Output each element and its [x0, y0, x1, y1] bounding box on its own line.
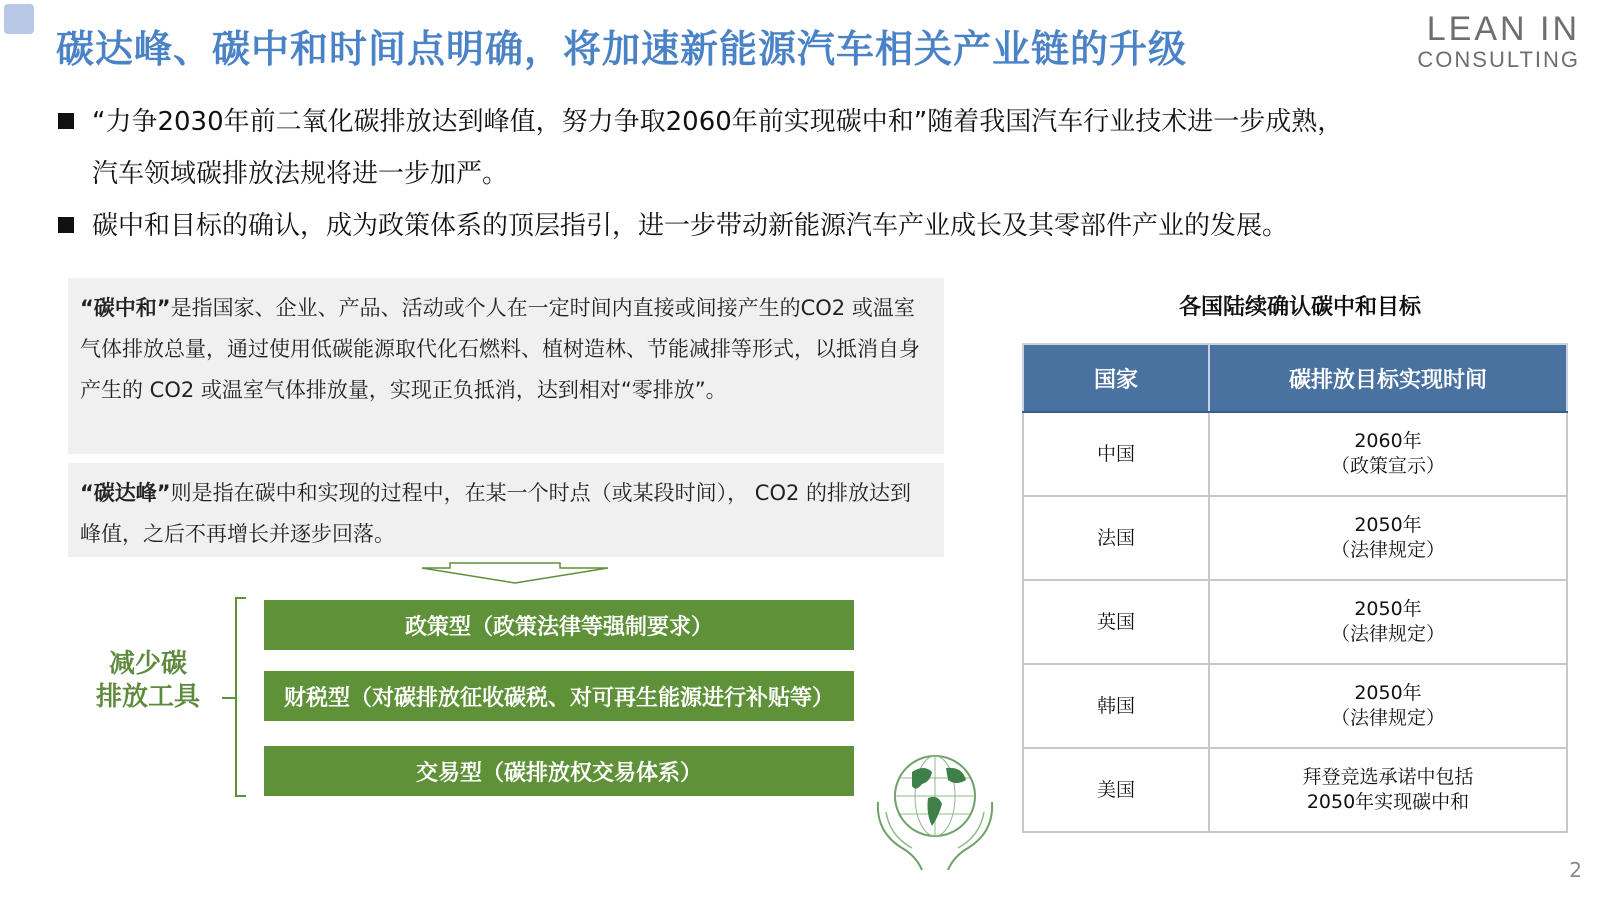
target-cell	[1209, 748, 1567, 832]
table-row	[1023, 664, 1567, 748]
tool-fiscal: 财税型（对碳排放征收碳税、对可再生能源进行补贴等）	[264, 671, 854, 721]
table-header-row	[1023, 344, 1567, 412]
target-line2: （政策宣示）	[1330, 455, 1445, 477]
country-cell: 英国	[1023, 580, 1209, 664]
header-country: 国家	[1023, 344, 1209, 412]
country-cell: 美国	[1023, 748, 1209, 832]
target-line1: 2050年	[1354, 682, 1422, 704]
definition-term: “碳中和”	[80, 296, 171, 320]
table-row	[1023, 580, 1567, 664]
tools-label-line1: 减少碳	[108, 649, 187, 679]
bullet-text: “力争2030年前二氧化碳排放达到峰值，努力争取2060年前实现碳中和”随着我国汽车行业技术进一步成熟，	[92, 107, 1344, 137]
logo-line2: CONSULTING	[1417, 47, 1580, 72]
table-row	[1023, 496, 1567, 580]
header-target-time: 碳排放目标实现时间	[1209, 344, 1567, 412]
bullet-square-icon	[58, 113, 74, 129]
definition-text: 是指国家、企业、产品、活动或个人在一定时间内直接或间接产生的CO2 或温室气体排放总量，通过使用低碳能源取代化石燃料、植树造林、节能减排等形式，以抵消自身产生的 CO2 或温室气体排放量，实现正负抵消，达到相对“零排放”。	[80, 296, 920, 402]
bullet-item	[56, 200, 1556, 252]
target-cell	[1209, 412, 1567, 496]
company-logo	[1417, 10, 1580, 72]
target-line2: 2050年实现碳中和	[1306, 791, 1470, 813]
bullet-list	[56, 96, 1556, 252]
country-cell: 韩国	[1023, 664, 1209, 748]
target-line1: 拜登竞选承诺中包括	[1302, 766, 1474, 788]
target-line2: （法律规定）	[1330, 539, 1445, 561]
table-row	[1023, 412, 1567, 496]
bullet-text-cont: 汽车领域碳排放法规将进一步加严。	[92, 159, 509, 189]
definition-text: 则是指在碳中和实现的过程中，在某一个时点（或某段时间）， CO2 的排放达到峰值，之后不再增长并逐步回落。	[80, 481, 912, 546]
page-title: 碳达峰、碳中和时间点明确，将加速新能源汽车相关产业链的升级	[56, 27, 1188, 71]
target-cell	[1209, 496, 1567, 580]
globe-in-hands-icon	[872, 752, 998, 872]
carbon-goal-table	[1022, 343, 1568, 833]
tools-label-line2: 排放工具	[95, 682, 200, 712]
tool-trading: 交易型（碳排放权交易体系）	[264, 746, 854, 796]
target-line2: （法律规定）	[1330, 707, 1445, 729]
country-cell: 中国	[1023, 412, 1209, 496]
bullet-square-icon	[58, 217, 74, 233]
target-line1: 2050年	[1354, 514, 1422, 536]
bullet-text: 碳中和目标的确认，成为政策体系的顶层指引，进一步带动新能源汽车产业成长及其零部件产业的发展。	[92, 211, 1289, 241]
target-line1: 2060年	[1354, 430, 1422, 452]
page-number: 2	[1569, 858, 1582, 882]
carbon-neutral-definition	[68, 278, 944, 454]
corner-accent	[4, 4, 34, 34]
bullet-item	[56, 96, 1556, 200]
target-cell	[1209, 580, 1567, 664]
target-cell	[1209, 664, 1567, 748]
bracket-icon	[212, 596, 262, 800]
tool-policy: 政策型（政策法律等强制要求）	[264, 600, 854, 650]
down-arrow-icon	[420, 562, 620, 584]
carbon-peak-definition	[68, 463, 944, 557]
country-cell: 法国	[1023, 496, 1209, 580]
logo-line1: LEAN IN	[1426, 10, 1580, 48]
tools-label	[88, 648, 208, 714]
definition-term: “碳达峰”	[80, 481, 171, 505]
table-row	[1023, 748, 1567, 832]
target-line2: （法律规定）	[1330, 623, 1445, 645]
table-title: 各国陆续确认碳中和目标	[1178, 295, 1421, 320]
target-line1: 2050年	[1354, 598, 1422, 620]
